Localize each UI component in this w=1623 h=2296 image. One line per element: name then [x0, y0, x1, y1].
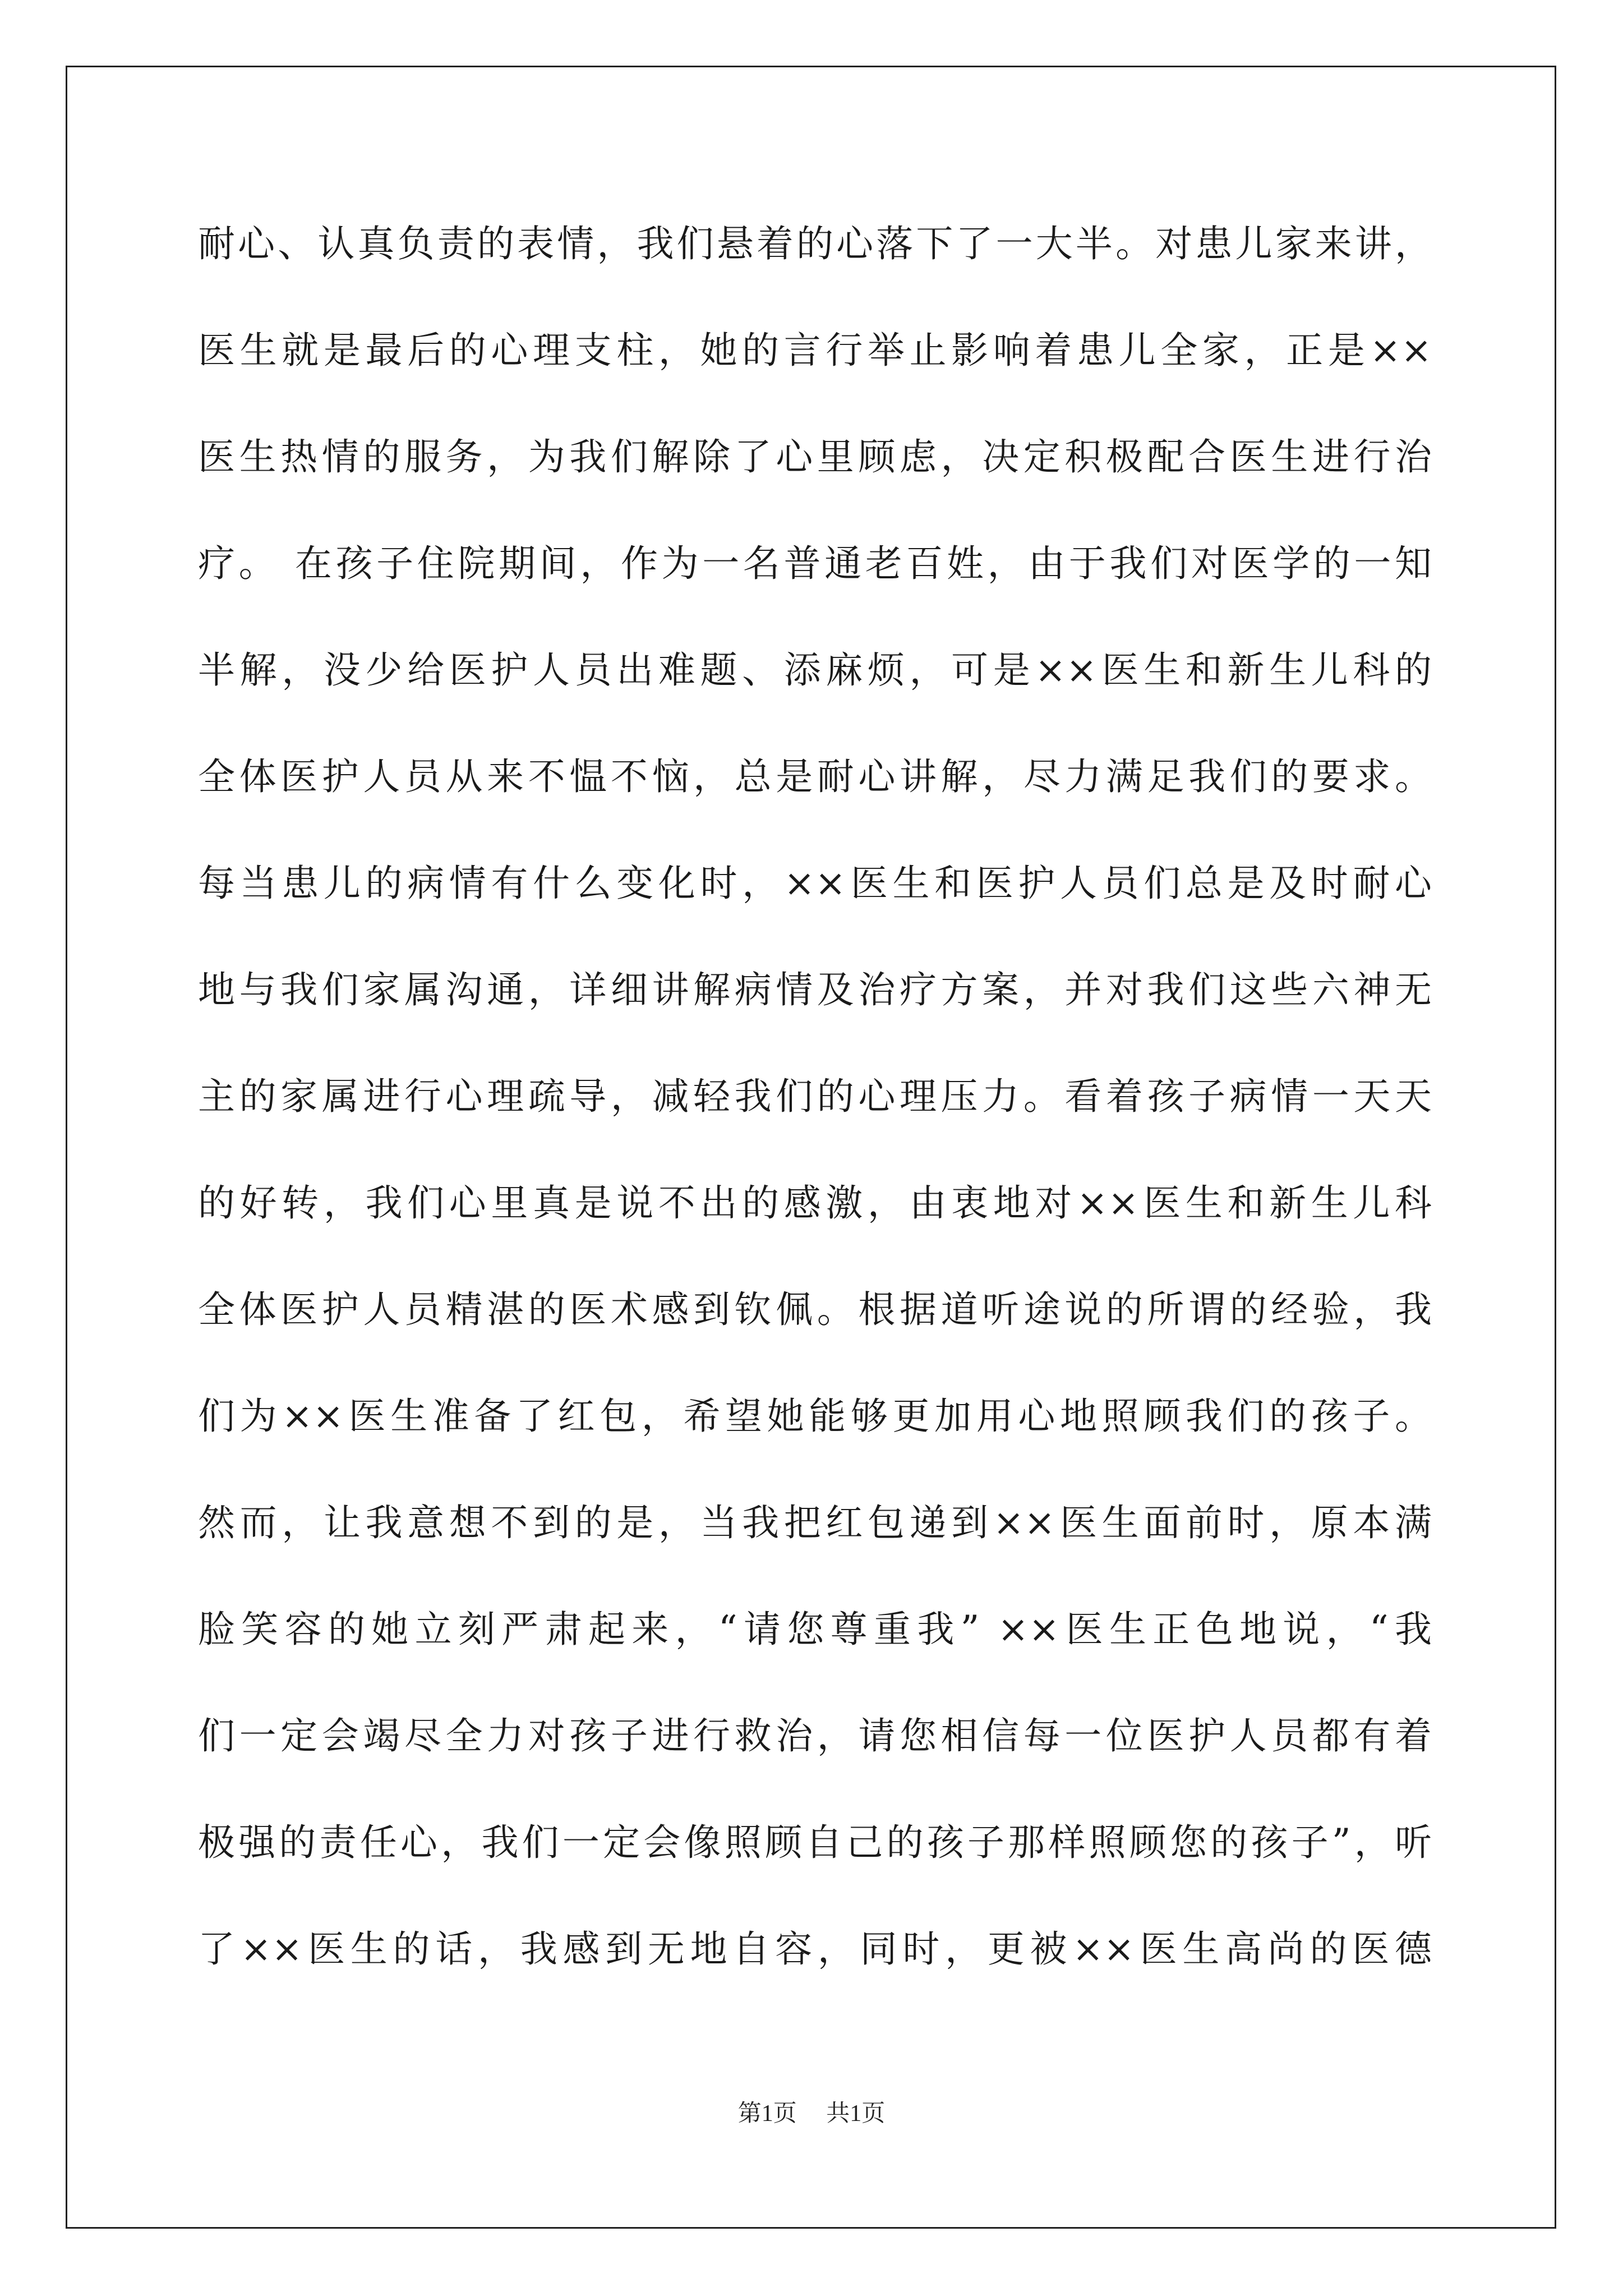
text-line: 医生就是最后的心理支柱，她的言行举止影响着患儿全家，正是×× — [198, 329, 1432, 372]
page-number-total: 共1页 — [826, 2101, 886, 2127]
text-line: 全体医护人员精湛的医术感到钦佩。根据道听途说的所谓的经验，我 — [198, 1288, 1432, 1331]
text-line: 们为××医生准备了红包，希望她能够更加用心地照顾我们的孩子。 — [198, 1395, 1432, 1438]
page-number-current: 第1页 — [737, 2101, 797, 2127]
text-line: 的好转，我们心里真是说不出的感激，由衷地对××医生和新生儿科 — [198, 1181, 1432, 1225]
text-line: 地与我们家属沟通，详细讲解病情及治疗方案，并对我们这些六神无 — [198, 968, 1432, 1011]
text-line: 主的家属进行心理疏导，减轻我们的心理压力。看着孩子病情一天天 — [198, 1075, 1432, 1118]
text-line: 们一定会竭尽全力对孩子进行救治，请您相信每一位医护人员都有着 — [198, 1714, 1432, 1757]
text-line: 然而，让我意想不到的是，当我把红包递到××医生面前时，原本满 — [198, 1501, 1432, 1544]
text-line: 了××医生的话，我感到无地自容，同时，更被××医生高尚的医德 — [198, 1927, 1432, 1971]
text-line: 极强的责任心，我们一定会像照顾自己的孩子那样照顾您的孩子”，听 — [198, 1821, 1432, 1864]
text-line: 脸笑容的她立刻严肃起来，“请您尊重我” ××医生正色地说，“我 — [198, 1608, 1432, 1651]
document-body — [198, 191, 1432, 2003]
text-line: 半解，没少给医护人员出难题、添麻烦，可是××医生和新生儿科的 — [198, 648, 1432, 692]
text-line: 全体医护人员从来不愠不恼，总是耐心讲解，尽力满足我们的要求。 — [198, 755, 1432, 798]
text-line: 医生热情的服务，为我们解除了心里顾虑，决定积极配合医生进行治 — [198, 435, 1432, 478]
page-footer — [0, 2097, 1623, 2131]
text-line: 每当患儿的病情有什么变化时，××医生和医护人员们总是及时耐心 — [198, 862, 1432, 905]
text-line: 疗。 在孩子住院期间，作为一名普通老百姓，由于我们对医学的一知 — [198, 542, 1432, 585]
text-line: 耐心、认真负责的表情，我们悬着的心落下了一大半。对患儿家来讲， — [198, 222, 1432, 265]
